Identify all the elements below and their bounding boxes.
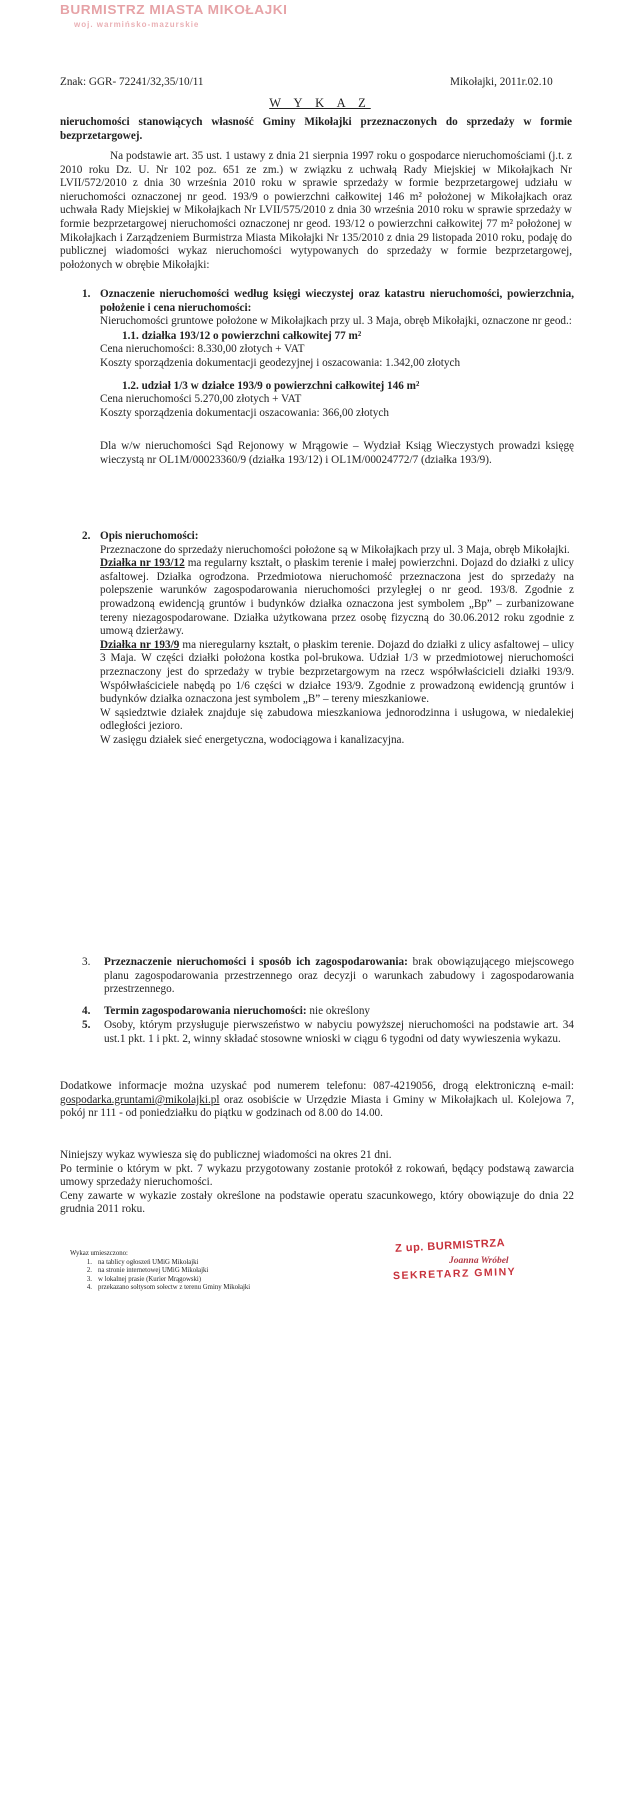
posted-item-number: 1. — [86, 1258, 92, 1266]
section-3-text: Przeznaczenie nieruchomości i sposób ich zagospodarowania: brak obowiązującego miejscowego planu zagospodarowania przestrzennego oraz decyzji o warunkach zabudowy i zagospodarowania przestrzennego. — [104, 956, 574, 996]
section-2-location: Przeznaczone do sprzedaży nieruchomości położone są w Mikołajkach przy ul. 3 Maja, obręb Mikołajki. — [100, 543, 570, 556]
posted-item-text: na stronie internetowej UMiG Mikołajki — [98, 1267, 209, 1275]
document-subtitle: nieruchomości stanowiących własność Gminy Mikołajki przeznaczonych do sprzedaży w formie bezprzetargowej. — [60, 116, 572, 142]
posted-item — [70, 1267, 370, 1276]
intro-paragraph: Na podstawie art. 35 ust. 1 ustawy z dnia 21 sierpnia 1997 roku o gospodarce nieruchomościami (j.t. z 2010 roku Dz. U. Nr 102 poz. 651 ze zm.) w związku z uchwałą Rady Miejskiej w Mikołajkach Nr LVII/572/2010 z dnia 30 września 2010 roku w sprawie sprzedaży w formie bezprzetargowej udziału w nieruchomości oznaczonej nr geod. 193/9 o powierzchni całkowitej 146 m² położonej w Mikołajkach oraz uchwała Rady Miejskiej w Mikołajkach Nr LVII/575/2010 z dnia 30 września 2010 roku w sprawie sprzedaży w formie bezprzetargowej nieruchomości oznaczonej nr geod. 193/12 o powierzchni całkowitej 77 m² położonej w Mikołajkach i Zarządzeniem Burmistrza Miasta Mikołajki Nr 135/2010 z dnia 29 listopada 2010 roku, podaję do publicznej wiadomości wykaz nieruchomości wytypowanych do sprzedaży w formie bezprzetargowej, położonych w obrębie Mikołajki: — [60, 150, 572, 271]
plot-193-9-description: Działka nr 193/9 ma nieregularny kształt, o płaskim terenie. Dojazd do działki z ulicy asfaltowej – ulicy 3 Maja. W części działki położona kostka pol-brukowa. Udział 1/3 w przedmiotowej nieruchomości przeznaczony jest do sprzedaży w trybie bezprzetargowym na rzecz współwłaścicieli działki 193/9. Współwłaściciele nabędą po 1/6 części w działce 193/9. Zgodnie z prowadzoną ewidencją gruntów i budynków działka oznaczona jest symbolem „B” – tereny mieszkaniowe. — [100, 638, 574, 706]
posted-locations — [70, 1250, 370, 1293]
plot-193-9-label: Działka nr 193/9 — [100, 638, 180, 651]
protocol-note: Po terminie o którym w pkt. 7 wykazu przygotowany zostanie protokół z rokowań, będący podstawą zawarcia umowy sprzedaży nieruchomości. — [60, 1162, 574, 1189]
document-title: W Y K A Z — [269, 96, 371, 110]
section-3-number: 3. — [82, 956, 91, 968]
signature-stamp — [385, 1237, 585, 1296]
section-4-number: 4. — [82, 1005, 91, 1017]
posted-item-number: 4. — [86, 1284, 92, 1292]
signature-line-authority: Z up. BURMISTRZA — [394, 1237, 506, 1255]
posted-item-text: w lokalnej prasie (Kurier Mrągowski) — [98, 1275, 202, 1283]
plot-193-9-costs: Koszty sporządzenia dokumentacji oszacowania: 366,00 złotych — [100, 406, 389, 419]
section-2-number: 2. — [82, 530, 91, 542]
valuation-note: Ceny zawarte w wykazie zostały określone na podstawie operatu szacunkowego, który obowiązuje do dnia 22 grudnia 2011 roku. — [60, 1189, 574, 1216]
official-stamp-header: BURMISTRZ MIASTA MIKOŁAJKI — [60, 2, 288, 17]
posted-item-number: 2. — [86, 1267, 92, 1275]
posted-title: Wykaz umieszczono: — [70, 1250, 128, 1257]
posted-item-text: przekazano sołtysom sołectw z terenu Gminy Mikołajki — [98, 1284, 251, 1292]
section-1-heading: Oznaczenie nieruchomości według księgi wieczystej oraz katastru nieruchomości, powierzchnia, położenie i cena nieruchomości: — [100, 288, 574, 314]
land-register-info: Dla w/w nieruchomości Sąd Rejonowy w Mrągowie – Wydział Ksiąg Wieczystych prowadzi księgę wieczystą nr OL1M/00023360/9 (działka 193/12) i OL1M/00024772/7 (działka 193/9). — [100, 440, 574, 466]
posted-item — [70, 1284, 370, 1293]
posted-item-text: na tablicy ogłoszeń UMiG Mikołajki — [98, 1258, 199, 1266]
posted-list — [70, 1259, 370, 1293]
email-link[interactable]: gospodarka.gruntami@mikolajki.pl — [60, 1093, 220, 1106]
section-5-number: 5. — [82, 1019, 91, 1031]
closing-notes — [60, 1149, 574, 1217]
plot-193-12-heading: 1.1. działka 193/12 o powierzchni całkowitej 77 m² — [122, 329, 362, 342]
section-4 — [82, 1005, 574, 1019]
section-1-number: 1. — [82, 288, 91, 300]
section-1-description: Nieruchomości gruntowe położone w Mikołajkach przy ul. 3 Maja, obręb Mikołajki, oznaczone nr geod.: — [100, 315, 572, 328]
place-date: Mikołajki, 2011r.02.10 — [450, 76, 553, 88]
plot-193-9-price: Cena nieruchomości 5.270,00 złotych + VAT — [100, 393, 302, 406]
section-3-heading: Przeznaczenie nieruchomości i sposób ich zagospodarowania: — [104, 956, 408, 968]
section-4-text: Termin zagospodarowania nieruchomości: nie określony — [104, 1005, 371, 1017]
section-4-heading: Termin zagospodarowania nieruchomości: — [104, 1005, 307, 1017]
posted-item-number: 3. — [86, 1275, 92, 1283]
reference-number: Znak: GGR- 72241/32,35/10/11 — [60, 76, 204, 88]
signature-line-title: SEKRETARZ GMINY — [392, 1265, 517, 1283]
neighbourhood-description: W sąsiedztwie działek znajduje się zabudowa mieszkaniowa jednorodzinna i usługowa, w niedalekiej odległości jezioro. — [100, 706, 574, 733]
official-stamp-subheader: woj. warmińsko-mazurskie — [74, 20, 200, 29]
posted-item — [70, 1276, 370, 1285]
section-3 — [82, 956, 574, 997]
section-1 — [82, 288, 574, 468]
section-2-heading: Opis nieruchomości: — [100, 530, 199, 542]
plot-193-9-heading: 1.2. udział 1/3 w działce 193/9 o powierzchni całkowitej 146 m² — [122, 379, 420, 392]
utilities-description: W zasięgu działek sieć energetyczna, wodociągowa i kanalizacyjna. — [100, 733, 405, 746]
posted-item — [70, 1259, 370, 1268]
plot-193-12-price: Cena nieruchomości: 8.330,00 złotych + VAT — [100, 343, 305, 356]
section-5-text: Osoby, którym przysługuje pierwszeństwo w nabyciu powyższej nieruchomości na podstawie art. 34 ust.1 pkt. 1 i pkt. 2, winny składać stosowne wnioski w ciągu 6 tygodni od daty wywieszenia wykazu. — [104, 1019, 574, 1045]
section-5 — [82, 1019, 574, 1046]
plot-193-12-description: Działka nr 193/12 ma regularny kształt, o płaskim terenie i małej powierzchni. Dojazd do działki z ulicy asfaltowej. Działka ogrodzona. Przedmiotowa nieruchomość przeznaczona jest do sprzedaży na polepszenie warunków zagospodarowania nieruchomości przyległej o nr geod. 193/8. Zgodnie z prowadzoną ewidencją gruntów i budynków działka oznaczona jest symbolem „Bp” – zurbanizowane tereny niezagospodarowane. Działka użytkowana przez osobę fizyczną do 30.06.2012 roku zgodnie z umową dzierżawy. — [100, 557, 574, 638]
signature-name: Joanna Wróbel — [449, 1256, 509, 1266]
section-2 — [82, 530, 574, 748]
document-page-2 — [0, 906, 640, 1812]
contact-info: Dodatkowe informacje można uzyskać pod numerem telefonu: 087-4219056, drogą elektroniczną e-mail: gospodarka.gruntami@mikolajki.pl oraz osobiście w Urzędzie Miasta i Gminy w Mikołajkach ul. Kolejowa 7, pokój nr 111 - od poniedziałku do piątku w godzinach od 8.00 do 14.00. — [60, 1080, 574, 1120]
plot-193-12-costs: Koszty sporządzenia dokumentacji geodezyjnej i oszacowania: 1.342,00 złotych — [100, 356, 461, 369]
display-period-note: Niniejszy wykaz wywiesza się do publicznej wiadomości na okres 21 dni. — [60, 1149, 392, 1161]
plot-193-12-label: Działka nr 193/12 — [100, 557, 185, 570]
